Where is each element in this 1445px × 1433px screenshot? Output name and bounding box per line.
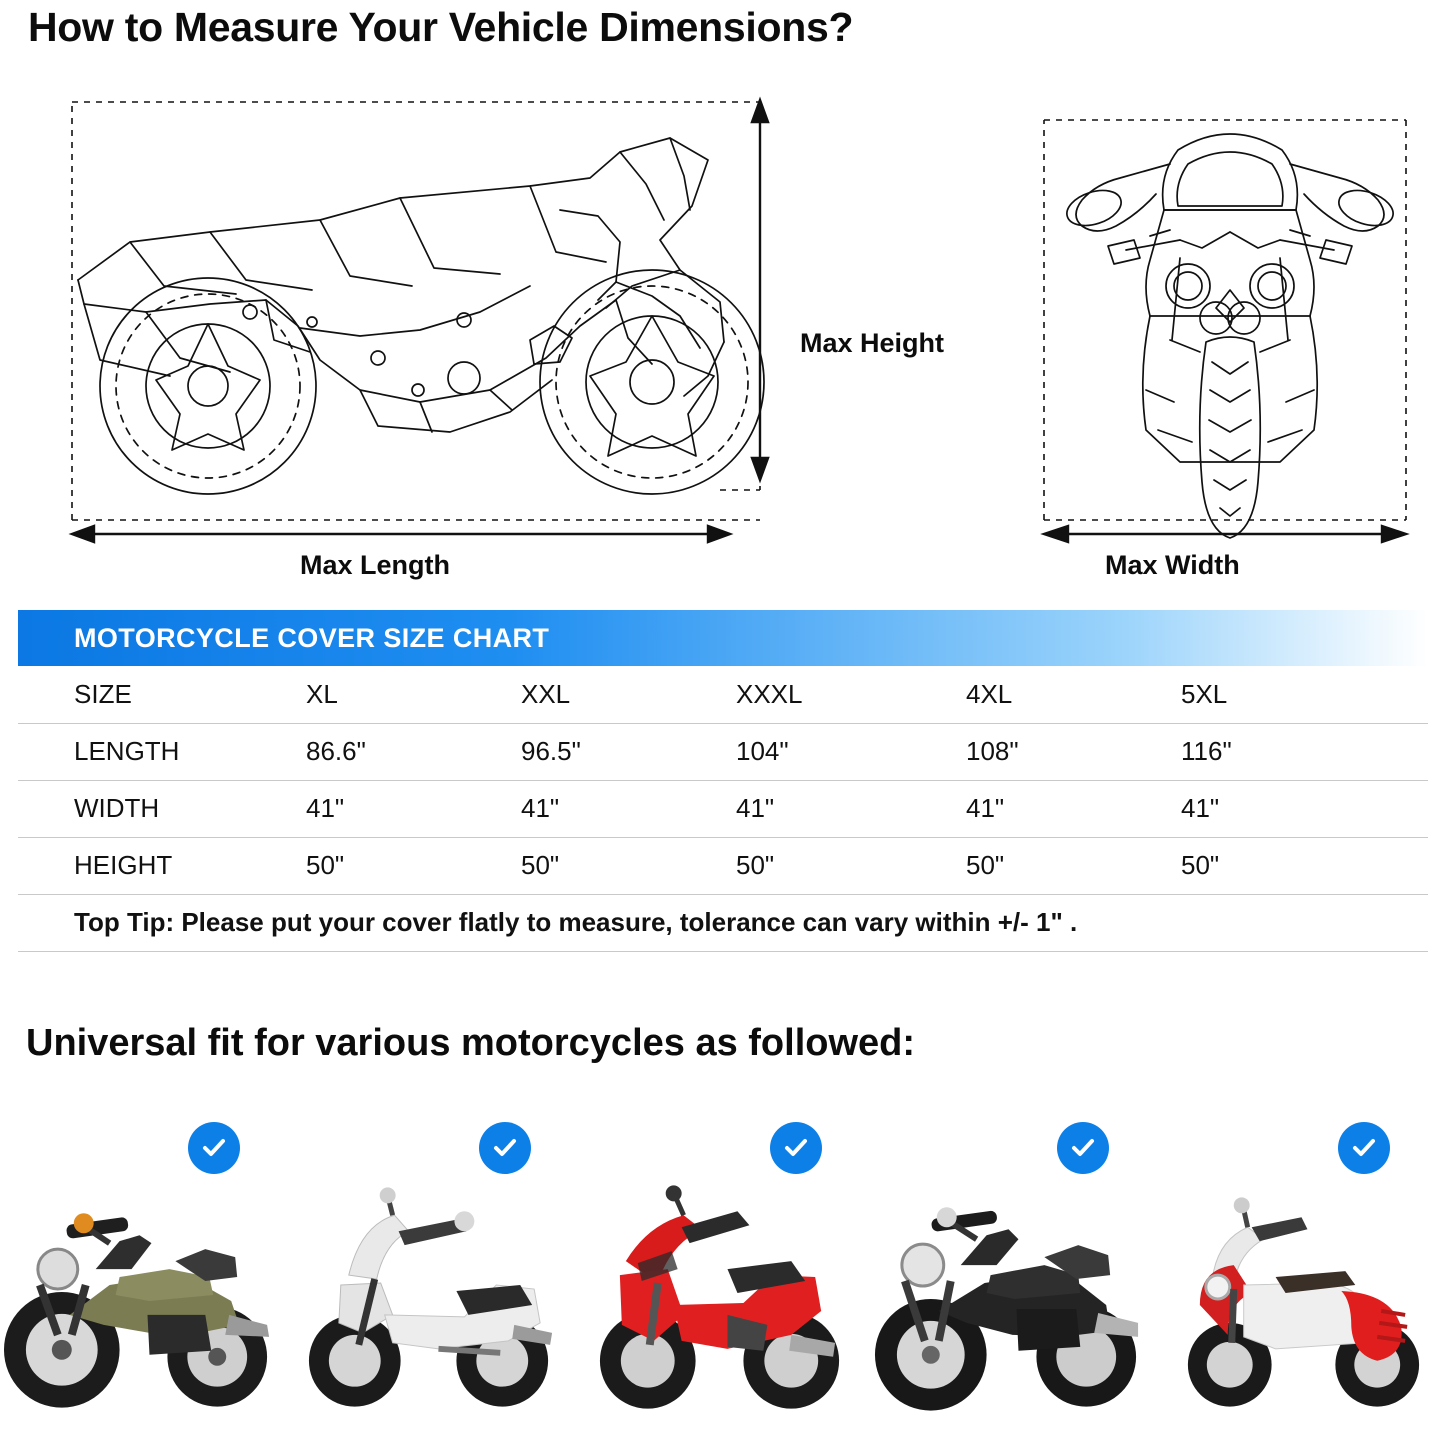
cell: 96.5" [503, 723, 718, 780]
size-chart-title: MOTORCYCLE COVER SIZE CHART [74, 622, 550, 653]
size-chart [18, 610, 1428, 952]
check-icon [770, 1122, 822, 1174]
vehicle-item-2 [289, 1100, 578, 1433]
table-row [18, 837, 1428, 894]
cell: 41" [718, 780, 948, 837]
row-label: HEIGHT [18, 837, 288, 894]
cell: 4XL [948, 666, 1163, 723]
cruiser-black-image [867, 1165, 1156, 1425]
check-icon [1338, 1122, 1390, 1174]
check-icon [188, 1122, 240, 1174]
cell: 108" [948, 723, 1163, 780]
check-icon [1057, 1122, 1109, 1174]
front-view-illustration [1030, 90, 1430, 570]
cell: 50" [1163, 837, 1428, 894]
row-label: WIDTH [18, 780, 288, 837]
size-chart-header [18, 610, 1428, 666]
cell: XL [288, 666, 503, 723]
label-max-height: Max Height [800, 328, 945, 358]
check-icon [479, 1122, 531, 1174]
row-label: LENGTH [18, 723, 288, 780]
cell: 116" [1163, 723, 1428, 780]
cell: 50" [718, 837, 948, 894]
cruiser-motorcycle-image [0, 1165, 289, 1425]
cell: 104" [718, 723, 948, 780]
vespa-scooter-red-image [1156, 1165, 1445, 1425]
cell: 86.6" [288, 723, 503, 780]
cell: 50" [948, 837, 1163, 894]
row-label: SIZE [18, 666, 288, 723]
vehicle-item-1 [0, 1100, 289, 1433]
side-view-illustration [60, 90, 800, 570]
table-row [18, 723, 1428, 780]
sport-bike-red-image [578, 1165, 867, 1425]
table-row [18, 666, 1428, 723]
page-title: How to Measure Your Vehicle Dimensions? [28, 4, 854, 50]
scooter-white-image [289, 1165, 578, 1425]
cell: 50" [503, 837, 718, 894]
measurement-diagram [0, 70, 1445, 600]
cell: 50" [288, 837, 503, 894]
size-chart-table [18, 666, 1428, 952]
vehicle-item-3 [578, 1100, 867, 1433]
top-tip-text: Top Tip: Please put your cover flatly to measure, tolerance can vary within +/- 1" . [18, 894, 1428, 951]
vehicle-item-5 [1156, 1100, 1445, 1433]
table-row-tip [18, 894, 1428, 951]
cell: 41" [288, 780, 503, 837]
cell: 5XL [1163, 666, 1428, 723]
cell: 41" [948, 780, 1163, 837]
label-max-width: Max Width [1105, 550, 1240, 580]
cell: 41" [1163, 780, 1428, 837]
label-max-length: Max Length [300, 550, 451, 580]
vehicle-item-4 [867, 1100, 1156, 1433]
cell: XXXL [718, 666, 948, 723]
cell: XXL [503, 666, 718, 723]
section-title-universal-fit: Universal fit for various motorcycles as followed: [26, 1022, 916, 1064]
table-row [18, 780, 1428, 837]
compatible-vehicles-gallery [0, 1100, 1445, 1433]
cell: 41" [503, 780, 718, 837]
